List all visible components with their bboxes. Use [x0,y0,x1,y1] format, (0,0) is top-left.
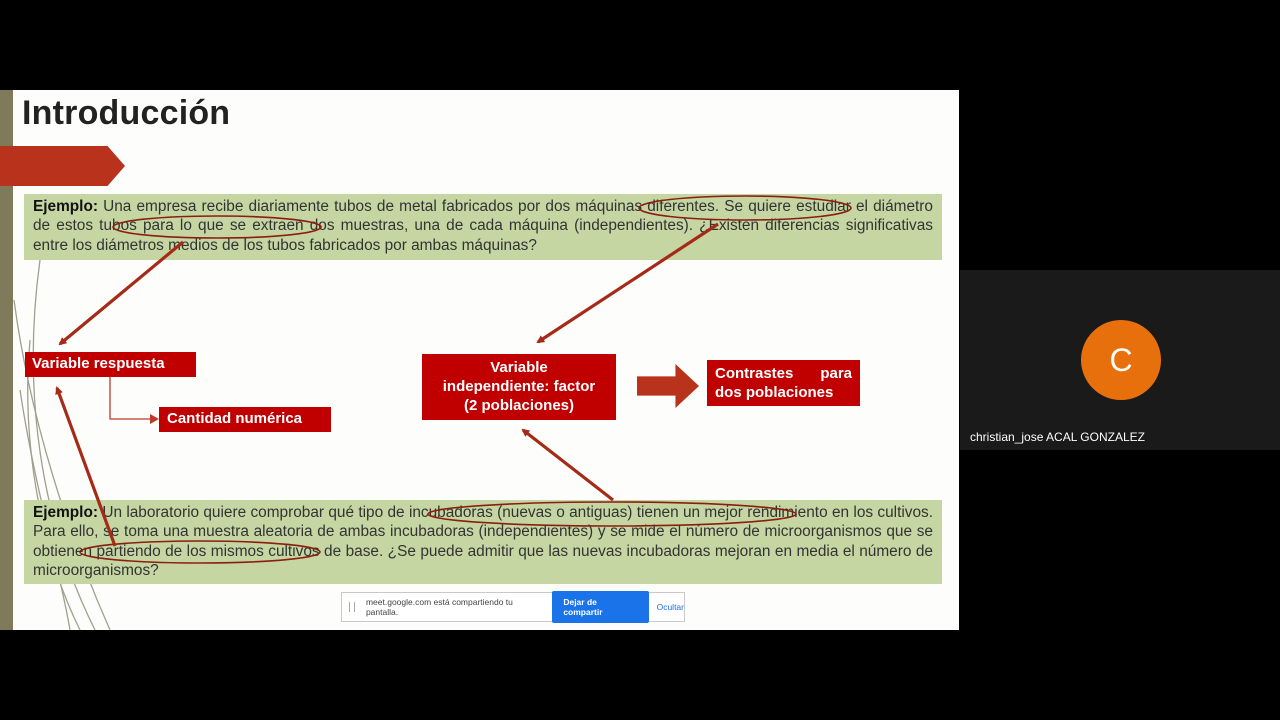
shared-slide [0,90,959,630]
title-arrow-tag [0,146,125,186]
contrastes-word-1: Contrastes [715,365,794,382]
contrastes-line-2: dos poblaciones [715,384,834,401]
stop-sharing-button[interactable]: Dejar de compartir [552,591,648,623]
example-box-1 [24,194,942,260]
slide-title: Introducción [22,94,231,132]
drag-handle-icon[interactable] [349,602,355,612]
hide-share-bar-button[interactable]: Ocultar [656,602,684,612]
independiente-line-1: Variable [490,359,548,376]
example-2-text: Un laboratorio quiere comprobar qué tipo de incubadoras (nuevas o antiguas) tienen un mejor rendimiento en los cultivos. Para ello, se toma una muestra aleatoria de ambas incubadoras (independientes) y se mide el número de microorganismos que se obtienen partiendo de los mismos cultivos de base. ¿Se puede admitir que las nuevas incubadoras mejoran en media el número de microorganismos? [33,504,933,579]
example-1-label: Ejemplo: [33,198,98,215]
participant-tile[interactable] [960,270,1280,450]
variable-respuesta-box: Variable respuesta [25,352,196,377]
example-box-2 [24,500,942,584]
contrastes-line-1 [715,364,852,383]
contrastes-word-2: para [820,365,852,382]
independiente-line-3: (2 poblaciones) [463,397,575,414]
contrastes-box [707,360,860,406]
independiente-line-2: independiente: factor [442,378,596,395]
variable-independiente-box [422,354,616,420]
screen-share-bar [341,592,685,622]
example-2-label: Ejemplo: [33,504,98,521]
example-1-text: Una empresa recibe diariamente tubos de metal fabricados por dos máquinas diferentes. Se quiere estudiar el diámetro de estos tubos para lo que se extraen dos muestras, una de cada máquina (independientes). ¿Existen diferencias significativas entre los diámetros medios de los tubos fabricados por ambas máquinas? [33,198,933,254]
cantidad-numerica-box: Cantidad numérica [159,407,331,432]
avatar: C [1081,320,1161,400]
share-message: meet.google.com está compartiendo tu pantalla. [365,597,513,617]
participant-name: christian_jose ACAL GONZALEZ [970,430,1145,444]
